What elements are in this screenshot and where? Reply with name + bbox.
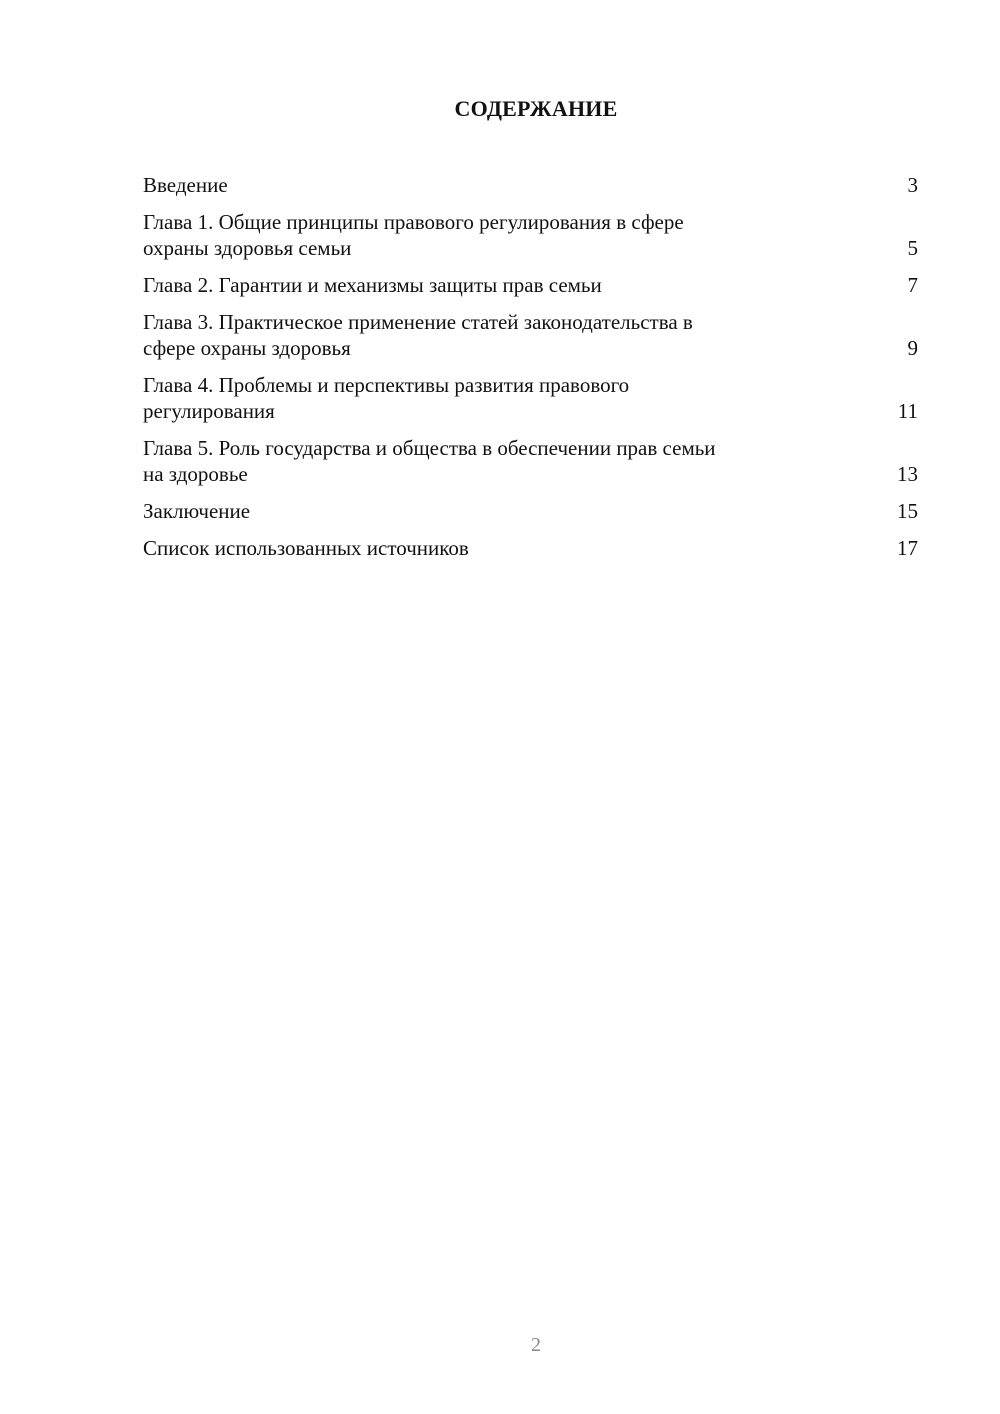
toc-entry-page: 5	[907, 236, 918, 260]
toc-entry-chapter-3	[143, 309, 918, 361]
page-title: СОДЕРЖАНИЕ	[454, 96, 618, 121]
toc-entry-text: Глава 5. Роль государства и общества в обеспечении прав семьи на здоровье	[143, 436, 716, 486]
toc-entry-page: 3	[907, 173, 918, 197]
toc-entry-text: Глава 3. Практическое применение статей законодательства в сфере охраны здоровья	[143, 310, 693, 360]
toc-entry-page: 17	[897, 536, 918, 560]
toc-entry-text: Введение	[143, 173, 228, 197]
toc-entry-conclusion	[143, 498, 918, 524]
toc-entry-chapter-5	[143, 435, 918, 487]
toc-entry-page: 11	[897, 399, 918, 423]
toc-entry-text: Глава 4. Проблемы и перспективы развития правового регулирования	[143, 373, 630, 423]
toc-entry-page: 13	[897, 462, 918, 486]
toc-entry-page: 9	[907, 336, 918, 360]
table-of-contents	[143, 172, 918, 572]
toc-entry-chapter-2	[143, 272, 918, 298]
toc-entry-chapter-4	[143, 372, 918, 424]
toc-entry-chapter-1	[143, 209, 918, 261]
toc-entry-text: Заключение	[143, 499, 251, 523]
toc-entry-page: 7	[907, 273, 918, 297]
toc-entry-text: Глава 2. Гарантии и механизмы защиты прав семьи	[143, 273, 602, 297]
toc-entry-page: 15	[897, 499, 918, 523]
toc-entry-references	[143, 535, 918, 561]
toc-entry-introduction	[143, 172, 918, 198]
page-number: 2	[531, 1334, 541, 1356]
toc-entry-text: Глава 1. Общие принципы правового регулирования в сфере охраны здоровья семьи	[143, 210, 684, 260]
toc-entry-text: Список использованных источников	[143, 536, 469, 560]
